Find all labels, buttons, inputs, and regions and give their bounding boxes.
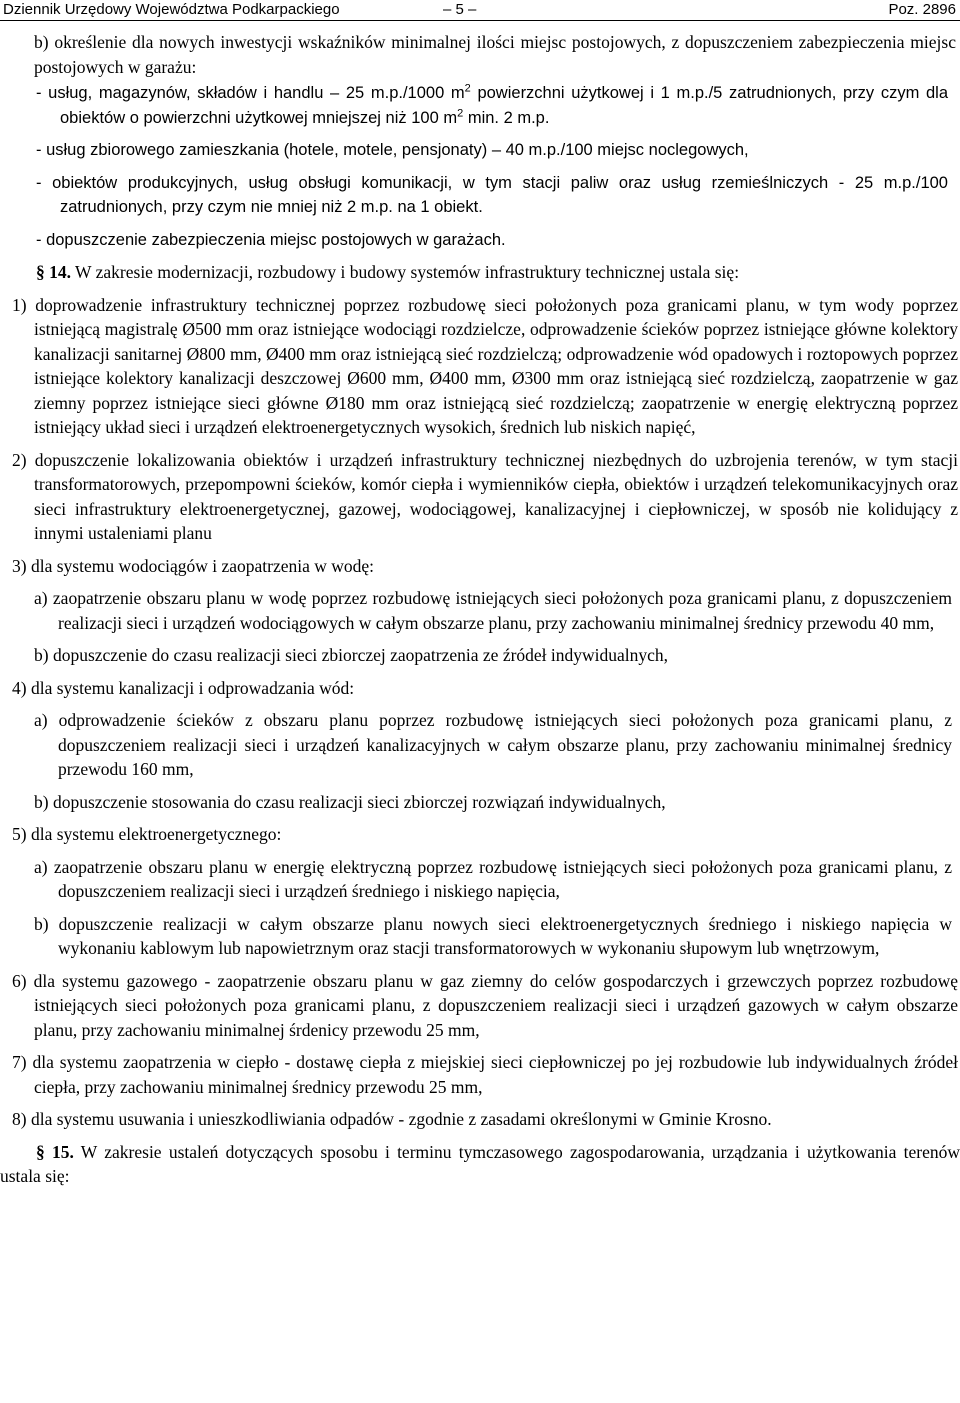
list-item-5a: a) zaopatrzenie obszaru planu w energię elektryczną poprzez rozbudowę istniejących sieci położonych poza granicami planu, z dopuszczeniem realizacji sieci i urządzeń średniego i niskiego napięcia, (34, 856, 952, 901)
page-number: – 5 – (443, 1, 477, 18)
document-body (0, 30, 960, 1189)
parking-intro: b) określenie dla nowych inwestycji wskaźników minimalnej ilości miejsc postojowych, z dopuszczeniem zabezpieczenia miejsc postojowych w garażu: (34, 32, 956, 77)
section-14-number: § 14. (36, 262, 71, 282)
parking-production-item: - obiektów produkcyjnych, usług obsługi komunikacji, w tym stacji paliw oraz usług rzemieślniczych - 25 m.p./100 zatrudnionych, przy czym nie mniej niż 2 m.p. na 1 obiekt. (36, 173, 948, 216)
list-item-5: 5) dla systemu elektroenergetycznego: (12, 824, 282, 844)
journal-title: Dziennik Urzędowy Województwa Podkarpackiego (3, 1, 340, 18)
list-item-3b: b) dopuszczenie do czasu realizacji sieci zbiorczej zaopatrzenia ze źródeł indywidualnych, (34, 645, 669, 665)
section-15-text: W zakresie ustaleń dotyczących sposobu i terminu tymczasowego zagospodarowania, urządzania i użytkowania terenów ustala się: (0, 1141, 960, 1186)
list-item-4: 4) dla systemu kanalizacji i odprowadzania wód: (12, 677, 355, 698)
list-item-2: 2) dopuszczenie lokalizowania obiektów i urządzeń infrastruktury technicznej niezbędnych do uzbrojenia terenów, w tym stacji transformatorowych, przepompowni ścieków, komór ciepła i wymienników ciepła, obiektów i urządzeń telekomunikacyjnych oraz sieci infrastruktury elektroenergetycznej, gazowej, wodociągowej, kanalizacyjnej i ciepłowniczej, w sposób nie kolidujący z innymi ustaleniami planu (12, 449, 958, 543)
list-item-4a: a) odprowadzenie ścieków z obszaru planu poprzez rozbudowę istniejących sieci położonych poza granicami planu, z dopuszczeniem realizacji sieci i urządzeń kanalizacyjnych w całym obszarze planu, przy zachowaniu minimalnej średnicy przewodu 160 mm, (34, 710, 952, 779)
parking-hotels-item: - usług zbiorowego zamieszkania (hotele, motele, pensjonaty) – 40 m.p./100 miejsc noclegowych, (36, 141, 749, 159)
section-15 (0, 1140, 960, 1189)
section-14 (0, 260, 960, 285)
list-item-7: 7) dla systemu zaopatrzenia w ciepło - dostawę ciepła z miejskiej sieci ciepłowniczej po jej rozbudowie lub indywidualnych źródeł ciepła, przy zachowaniu minimalnej średnicy przewodu 25 mm, (12, 1052, 958, 1097)
position-number: Poz. 2896 (888, 1, 956, 18)
list-item-8: 8) dla systemu usuwania i unieszkodliwiania odpadów - zgodnie z zasadami określonymi w Gminie Krosno. (12, 1109, 772, 1129)
list-item-5b: b) dopuszczenie realizacji w całym obszarze planu nowych sieci elektroenergetycznych średniego i niskiego napięcia w wykonaniu kablowym lub napowietrznym oraz stacji transformatorowych w wykonaniu słupowym lub wnętrzowym, (34, 913, 952, 958)
superscript-1: 2 (464, 82, 471, 95)
page-header (0, 0, 960, 21)
list-item-1: 1) doprowadzenie infrastruktury technicznej poprzez rozbudowę sieci położonych poza granicami planu, w tym wody poprzez istniejącą magistralę Ø500 mm oraz istniejące wodociągi rozdzielcze, odprowadzenie ścieków poprzez istniejące główne kolektory kanalizacji sanitarnej Ø800 mm, Ø400 mm oraz istniejącą sieć rozdzielczą; odprowadzenie wód opadowych i roztopowych poprzez istniejące kolektory kanalizacji deszczowej Ø600 mm, Ø400 mm, Ø300 mm oraz istniejącą sieć rozdzielczą, zaopatrzenie w gaz ziemny poprzez istniejące sieci główne Ø180 mm oraz istniejącą sieć rozdzielczą; zaopatrzenie w energię elektryczną poprzez istniejący układ sieci i urządzeń elektroenergetycznych wysokich, średnich lub niskich napięć, (12, 294, 958, 437)
section-15-number: § 15. (36, 1141, 74, 1162)
section-14-text: W zakresie modernizacji, rozbudowy i budowy systemów infrastruktury technicznej ustala się: (71, 262, 740, 282)
list-item-3: 3) dla systemu wodociągów i zaopatrzenia w wodę: (12, 555, 375, 576)
parking-services-text-c: min. 2 m.p. (463, 108, 550, 127)
parking-services-text-b: powierzchni użytkowej i 1 m.p./5 zatrudnionych, przy czym dla obiektów o powierzchni użytkowej mniejszej niż 100 m (60, 84, 948, 127)
list-item-4b: b) dopuszczenie stosowania do czasu realizacji sieci zbiorczej rozwiązań indywidualnych, (34, 791, 666, 812)
parking-services-text-a: - usług, magazynów, składów i handlu – 25 m.p./1000 m (36, 84, 465, 102)
list-item-3a: a) zaopatrzenie obszaru planu w wodę poprzez rozbudowę istniejących sieci położonych poza granicami planu, z dopuszczeniem realizacji sieci i urządzeń wodociągowych w całym obszarze planu, przy zachowaniu minimalnej średnicy przewodu 40 mm, (34, 588, 952, 633)
parking-garages-item: - dopuszczenie zabezpieczenia miejsc postojowych w garażach. (36, 230, 506, 249)
parking-services-item (0, 81, 960, 130)
list-item-6: 6) dla systemu gazowego - zaopatrzenie obszaru planu w gaz ziemny do celów gospodarczych i grzewczych poprzez rozbudowę istniejących sieci położonych poza granicami planu, z dopuszczeniem realizacji sieci i urządzeń gazowych w całym obszarze planu, przy zachowaniu minimalnej śrdenicy przewodu 25 mm, (12, 970, 958, 1040)
superscript-2: 2 (457, 107, 464, 119)
